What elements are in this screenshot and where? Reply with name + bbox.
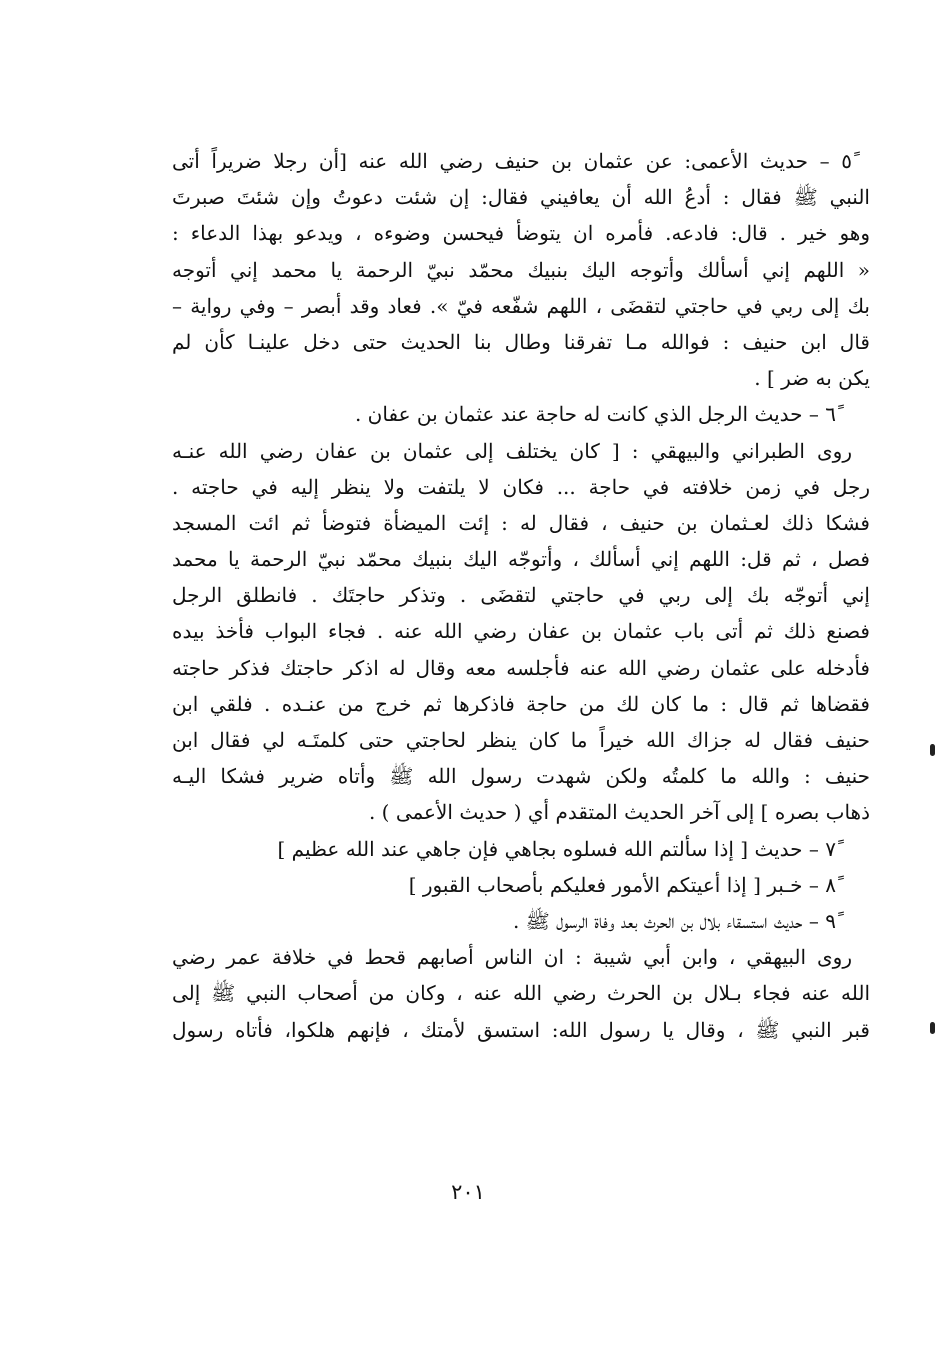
text-line: يكن به ضر ] . bbox=[754, 366, 870, 391]
text-line: فصل ، ثم قل: اللهم إني أسألك ، وأتوجّه اليك بنبيك محمّد نبيّ الرحمة يا محمد bbox=[172, 547, 870, 572]
section-heading: ٦ً – حديث الرجل الذي كانت له حاجة عند عثمان بن عفان . bbox=[354, 402, 836, 427]
page-number: ٢٠١ bbox=[451, 1180, 485, 1204]
text-line: قبر النبي ﷺ ، وقال يا رسول الله: استسق لأمتك ، فإنهم هلكوا، فأتاه رسول bbox=[172, 1017, 870, 1042]
section-heading: ٩ً – حديث استسقاء بلال بن الحرث بعد وفاة الرسول ﷺ . bbox=[512, 908, 836, 933]
text-line: قال ابن حنيف : فوالله مـا تفرقنا وطال بنا الحديث حتى دخل علينـا كأن لم bbox=[172, 329, 870, 354]
text-line: الله عنه فجاء بـلال بن الحرث رضي الله عنه ، وكان من أصحاب النبي ﷺ إلى bbox=[172, 981, 870, 1006]
text-line: إني أتوجّه بك إلى ربي في حاجتي لتقضَى . وتذكر حاجتَك . فانطلق الرجل bbox=[172, 583, 870, 608]
text-line: فأدخله على عثمان رضي الله عنه فأجلسه معه وقال له اذكر حاجتك فذكر حاجته bbox=[172, 655, 870, 680]
section-heading: ٨ً – خـبر [ إذا أعيتكم الأمور فعليكم بأصحاب القبور ] bbox=[408, 872, 836, 897]
margin-mark bbox=[930, 744, 935, 756]
text-line: رجل في زمن خلافته في حاجة ... فكان لا يلتفت ولا ينظر إليه في حاجته . bbox=[172, 474, 870, 499]
text-line: ذهاب بصره ] إلى آخر الحديث المتقدم أي ( حديث الأعمى ) . bbox=[368, 800, 870, 825]
text-line: حنيف : والله ما كلمتُه ولكن شهدت رسول الله ﷺ وأتاه ضرير فشكا اليـه bbox=[172, 764, 870, 789]
text-line: فقضاها ثم قال : ما كان لك من حاجة فاذكرها ثم خرج من عنـده . فلقي ابن bbox=[172, 691, 870, 716]
text-line: ٥ً – حديث الأعمى: عن عثمان بن حنيف رضي الله عنه [أن رجلا ضريراً أتى bbox=[172, 149, 852, 173]
text-line: فصنع ذلك ثم أتى باب عثمان بن عفان رضي الله عنه . فجاء البواب فأخذ بيده bbox=[172, 619, 870, 644]
text-line: روى البيهقي ، وابن أبي شيبة : ان الناس أصابهم قحط في خلافة عمر رضي bbox=[172, 945, 852, 970]
text-line: حنيف فقال له جزاك الله خيراً ما كان ينظر لحاجتي حتى كلمتَـه لي فقال ابن bbox=[172, 728, 870, 752]
body-text bbox=[172, 143, 870, 1048]
section-heading: ٧ً – حديث [ إذا سألتم الله فسلوه بجاهي فإن جاهي عند الله عظيم ] bbox=[277, 836, 836, 861]
text-line: النبي ﷺ فقال : أدعُ الله أن يعافيني فقال: إن شئت دعوتُ وإن شئتَ صبرتَ bbox=[172, 185, 870, 210]
margin-mark bbox=[930, 1022, 935, 1034]
text-line: وهو خير . قال: فادعه. فأمره ان يتوضأ فيحسن وضوءه ، ويدعو بهذا الدعاء : bbox=[172, 221, 870, 246]
text-line: « اللهم إني أسألك وأتوجه اليك بنبيك محمّد نبيّ الرحمة يا محمد إني أتوجه bbox=[172, 257, 870, 282]
text-line: بك إلى ربي في حاجتي لتقضَى ، اللهم شفّعه فيّ ». فعاد وقد أبصر – وفي رواية – bbox=[172, 293, 870, 318]
text-line: فشكا ذلك لعـثمان بن حنيف ، فقال له : إئت الميضأة فتوضأ ثم ائت المسجد bbox=[172, 510, 870, 535]
text-line: روى الطبراني والبيهقي : [ كان يختلف إلى عثمان بن عفان رضي الله عنـه bbox=[172, 438, 852, 463]
